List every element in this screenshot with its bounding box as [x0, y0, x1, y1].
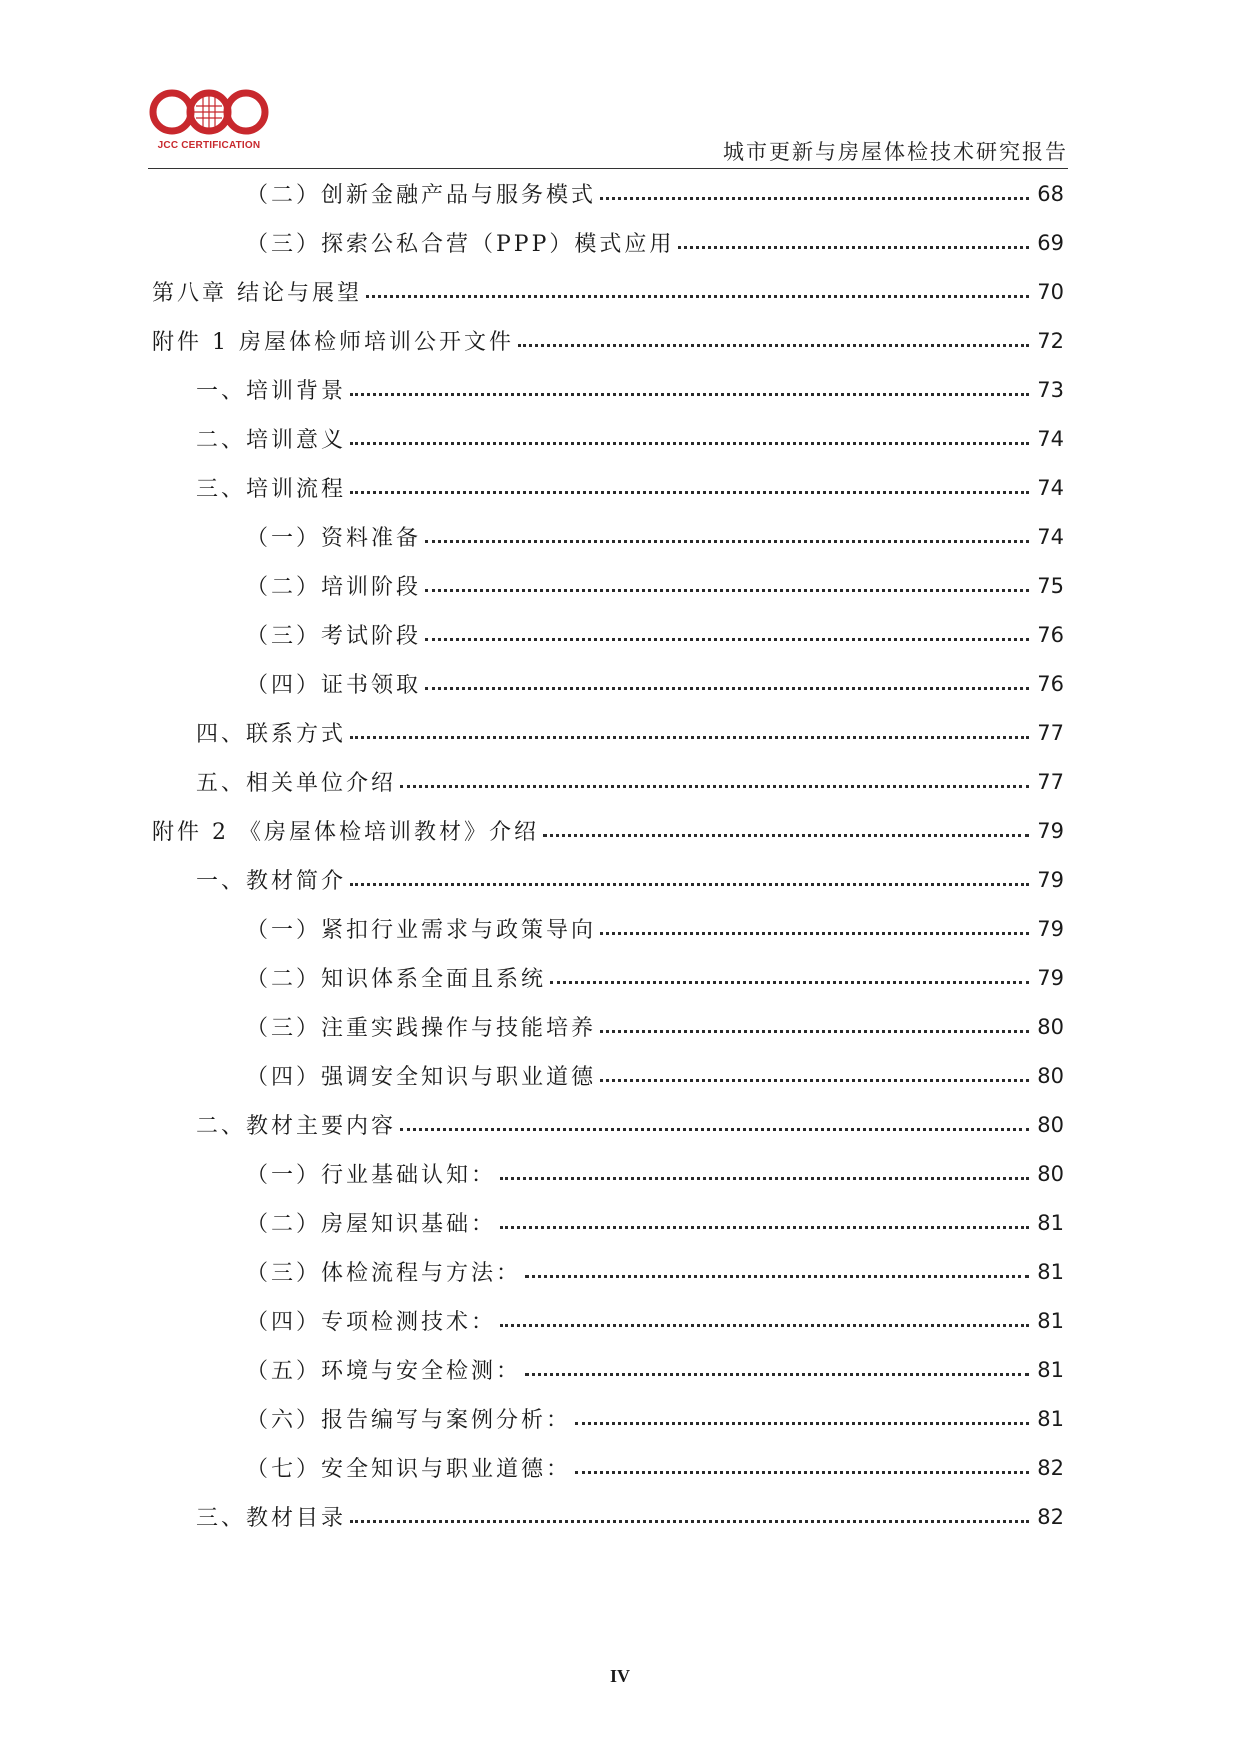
- toc-entry[interactable]: [152, 1100, 1064, 1149]
- toc-entry[interactable]: [152, 1345, 1064, 1394]
- toc-entry-title: 一、培训背景: [196, 379, 347, 404]
- toc-entry-page: 79: [1037, 965, 1064, 990]
- toc-entry-page: 74: [1037, 524, 1064, 549]
- toc-entry-title: 一、教材简介: [196, 869, 347, 894]
- toc-entry[interactable]: [152, 953, 1064, 1002]
- toc-entry[interactable]: [152, 1051, 1064, 1100]
- toc-entry-title: 三、培训流程: [196, 477, 347, 502]
- toc-entry-page: 82: [1037, 1455, 1064, 1480]
- toc-entry-page: 79: [1037, 867, 1064, 892]
- dot-leader: [678, 246, 1029, 249]
- logo-text: JCC CERTIFICATION: [157, 140, 261, 151]
- certification-rings-icon: [148, 86, 270, 140]
- toc-entry-title: （七）安全知识与职业道德：: [246, 1457, 572, 1482]
- toc-entry-title: 二、教材主要内容: [196, 1114, 397, 1139]
- toc-entry[interactable]: [152, 218, 1064, 267]
- dot-leader: [350, 883, 1029, 886]
- toc-entry[interactable]: [152, 316, 1064, 365]
- toc-entry[interactable]: [152, 414, 1064, 463]
- dot-leader: [400, 785, 1029, 788]
- toc-entry-title: （三）考试阶段: [246, 624, 422, 649]
- toc-entry[interactable]: [152, 512, 1064, 561]
- dot-leader: [425, 687, 1029, 690]
- dot-leader: [543, 834, 1029, 837]
- dot-leader: [350, 736, 1029, 739]
- toc-entry-page: 69: [1037, 230, 1064, 255]
- toc-entry-title: 第八章 结论与展望: [152, 281, 362, 306]
- toc-entry-page: 80: [1037, 1063, 1064, 1088]
- jcc-logo: [148, 86, 270, 158]
- toc-entry[interactable]: [152, 855, 1064, 904]
- toc-entry[interactable]: [152, 708, 1064, 757]
- toc-entry-title: （二）房屋知识基础：: [246, 1212, 497, 1237]
- toc-entry-title: （四）证书领取: [246, 673, 422, 698]
- dot-leader: [575, 1422, 1029, 1425]
- toc-entry[interactable]: [152, 1002, 1064, 1051]
- toc-entry-page: 82: [1037, 1504, 1064, 1529]
- dot-leader: [500, 1177, 1029, 1180]
- toc-entry[interactable]: [152, 365, 1064, 414]
- toc-entry-page: 81: [1037, 1210, 1064, 1235]
- dot-leader: [600, 197, 1029, 200]
- toc-entry-title: （一）行业基础认知：: [246, 1163, 497, 1188]
- toc-entry-page: 80: [1037, 1161, 1064, 1186]
- toc-entry[interactable]: [152, 1394, 1064, 1443]
- toc-entry-page: 73: [1037, 377, 1064, 402]
- toc-entry-page: 79: [1037, 916, 1064, 941]
- toc-entry[interactable]: [152, 1149, 1064, 1198]
- dot-leader: [600, 1079, 1029, 1082]
- toc-entry[interactable]: [152, 757, 1064, 806]
- toc-entry-page: 80: [1037, 1014, 1064, 1039]
- toc-entry-page: 79: [1037, 818, 1064, 843]
- toc-entry-page: 76: [1037, 622, 1064, 647]
- dot-leader: [425, 589, 1029, 592]
- dot-leader: [600, 1030, 1029, 1033]
- toc-entry-page: 77: [1037, 769, 1064, 794]
- toc-entry[interactable]: [152, 561, 1064, 610]
- toc-entry-page: 81: [1037, 1259, 1064, 1284]
- dot-leader: [350, 442, 1029, 445]
- toc-entry-title: 四、联系方式: [196, 722, 347, 747]
- dot-leader: [350, 393, 1029, 396]
- toc-entry-title: （六）报告编写与案例分析：: [246, 1408, 572, 1433]
- toc-entry-title: 附件 2 《房屋体检培训教材》介绍: [152, 820, 539, 845]
- toc-entry-page: 81: [1037, 1406, 1064, 1431]
- dot-leader: [575, 1471, 1029, 1474]
- dot-leader: [400, 1128, 1029, 1131]
- dot-leader: [518, 344, 1029, 347]
- toc-entry-page: 74: [1037, 426, 1064, 451]
- toc-entry-title: （五）环境与安全检测：: [246, 1359, 522, 1384]
- report-title: 城市更新与房屋体检技术研究报告: [723, 140, 1068, 164]
- toc-entry[interactable]: [152, 169, 1064, 218]
- page-header: [148, 86, 1068, 170]
- dot-leader: [366, 295, 1029, 298]
- toc-entry-page: 70: [1037, 279, 1064, 304]
- dot-leader: [425, 638, 1029, 641]
- dot-leader: [350, 1520, 1029, 1523]
- toc-entry-title: （三）探索公私合营（PPP）模式应用: [246, 232, 675, 257]
- toc-entry-title: 二、培训意义: [196, 428, 347, 453]
- toc-entry-title: （一）紧扣行业需求与政策导向: [246, 918, 597, 943]
- toc-entry-title: （三）体检流程与方法：: [246, 1261, 522, 1286]
- dot-leader: [600, 932, 1029, 935]
- toc-entry[interactable]: [152, 806, 1064, 855]
- toc-entry[interactable]: [152, 659, 1064, 708]
- toc-entry-page: 72: [1037, 328, 1064, 353]
- toc-entry[interactable]: [152, 1296, 1064, 1345]
- table-of-contents: [152, 169, 1064, 1541]
- toc-entry-page: 75: [1037, 573, 1064, 598]
- toc-entry[interactable]: [152, 1198, 1064, 1247]
- dot-leader: [550, 981, 1029, 984]
- toc-entry-title: 附件 1 房屋体检师培训公开文件: [152, 330, 514, 355]
- toc-entry-title: （四）强调安全知识与职业道德: [246, 1065, 597, 1090]
- toc-entry-title: （二）培训阶段: [246, 575, 422, 600]
- dot-leader: [525, 1373, 1029, 1376]
- toc-entry-page: 76: [1037, 671, 1064, 696]
- toc-entry[interactable]: [152, 904, 1064, 953]
- toc-entry-title: 三、教材目录: [196, 1506, 347, 1531]
- toc-entry-page: 74: [1037, 475, 1064, 500]
- toc-entry-title: （一）资料准备: [246, 526, 422, 551]
- toc-entry[interactable]: [152, 610, 1064, 659]
- toc-entry-title: 五、相关单位介绍: [196, 771, 397, 796]
- toc-entry[interactable]: [152, 463, 1064, 512]
- toc-entry-page: 81: [1037, 1357, 1064, 1382]
- dot-leader: [500, 1226, 1029, 1229]
- dot-leader: [425, 540, 1029, 543]
- toc-entry-title: （四）专项检测技术：: [246, 1310, 497, 1335]
- toc-entry[interactable]: [152, 1492, 1064, 1541]
- dot-leader: [525, 1275, 1029, 1278]
- toc-entry[interactable]: [152, 1443, 1064, 1492]
- toc-entry-title: （二）知识体系全面且系统: [246, 967, 547, 992]
- dot-leader: [500, 1324, 1029, 1327]
- dot-leader: [350, 491, 1029, 494]
- toc-entry-page: 81: [1037, 1308, 1064, 1333]
- toc-entry-title: （二）创新金融产品与服务模式: [246, 183, 597, 208]
- toc-entry[interactable]: [152, 1247, 1064, 1296]
- toc-entry[interactable]: [152, 267, 1064, 316]
- toc-entry-title: （三）注重实践操作与技能培养: [246, 1016, 597, 1041]
- toc-entry-page: 80: [1037, 1112, 1064, 1137]
- toc-entry-page: 77: [1037, 720, 1064, 745]
- toc-entry-page: 68: [1037, 181, 1064, 206]
- page-number: IV: [609, 1666, 630, 1686]
